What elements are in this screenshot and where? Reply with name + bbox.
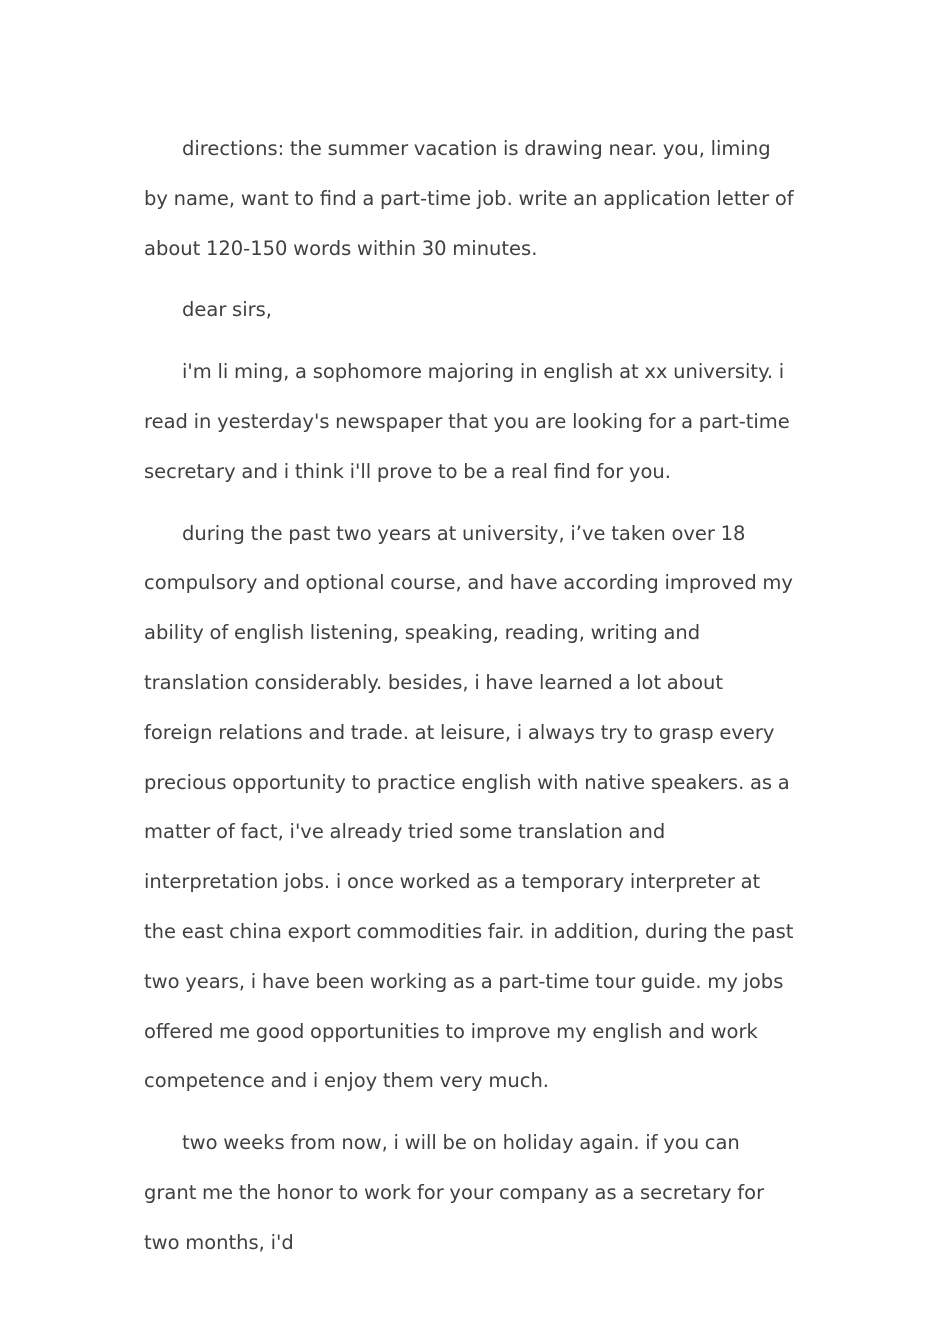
availability-paragraph: two weeks from now, i will be on holiday again. if you can grant me the honor to work for your company as a secretary for two months, i'd [144, 1131, 765, 1254]
salutation: dear sirs, [182, 298, 272, 322]
intro-paragraph: i'm li ming, a sophomore majoring in english at xx university. i read in yesterday's newspaper that you are looking for a part-time secretary and i think i'll prove to be a real find for you. [144, 360, 790, 483]
experience-paragraph: during the past two years at university, i’ve taken over 18 compulsory and optional course, and have according improved my ability of english listening, speaking, reading, writing and translation considerably. besides, i have learned a lot about foreign relations and trade. at leisure, i always try to grasp every precious opportunity to practice english with native speakers. as a matter of fact, i've already tried some translation and interpretation jobs. i once worked as a temporary interpreter at the east china export commodities fair. in addition, during the past two years, i have been working as a part-time tour guide. my jobs offered me good opportunities to improve my english and work competence and i enjoy them very much. [144, 521, 794, 1093]
document-page [144, 124, 794, 1280]
directions-paragraph: directions: the summer vacation is drawing near. you, liming by name, want to find a part-time job. write an application letter of about 120-150 words within 30 minutes. [144, 137, 794, 260]
